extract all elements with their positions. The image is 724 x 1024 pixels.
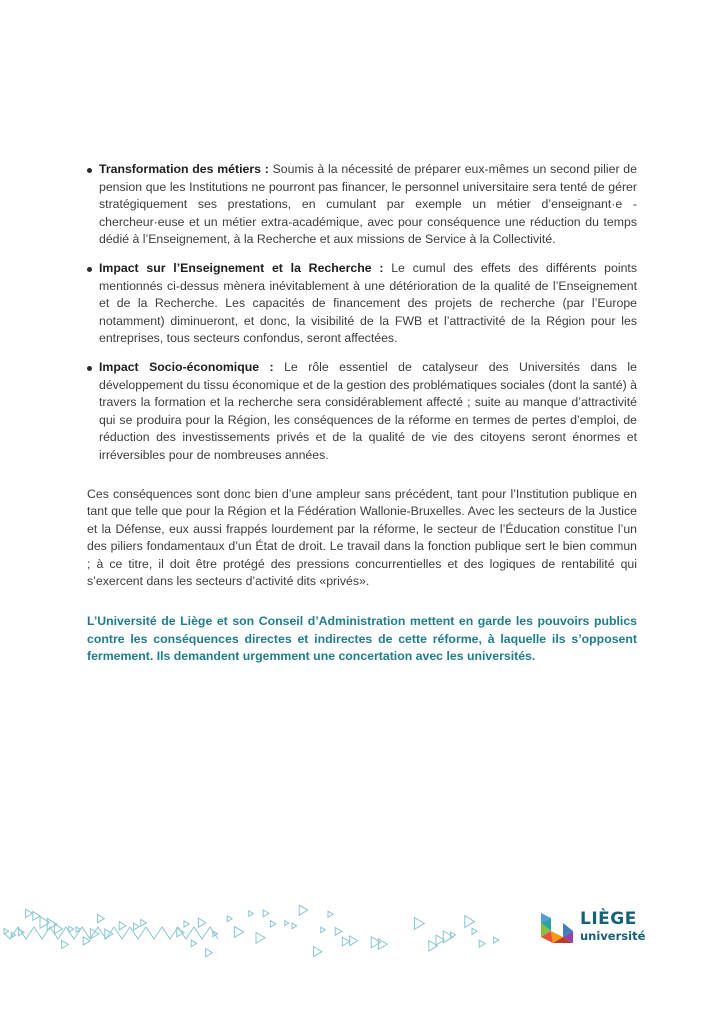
pattern-triangle	[26, 909, 33, 917]
pattern-triangle	[465, 916, 475, 928]
pattern-triangle	[299, 905, 308, 915]
pattern-triangle	[263, 910, 269, 917]
pattern-triangle	[62, 941, 69, 949]
pattern-triangle	[414, 918, 424, 930]
pattern-triangle	[134, 923, 140, 930]
pattern-triangle	[249, 911, 253, 916]
pattern-triangle	[227, 916, 232, 922]
pattern-triangle	[342, 937, 349, 946]
document-body	[87, 161, 637, 666]
pattern-triangle	[321, 927, 325, 932]
pattern-triangle	[371, 937, 380, 948]
consequences-list	[87, 161, 637, 465]
pattern-triangle	[98, 915, 105, 923]
pattern-triangle	[494, 937, 499, 943]
pattern-triangle	[191, 940, 197, 947]
pattern-triangle	[198, 918, 206, 927]
pattern-triangle	[177, 928, 184, 937]
university-logo	[580, 909, 645, 943]
pattern-triangle	[119, 922, 126, 930]
logo-name: LIÈGE	[580, 909, 637, 929]
bullet-title: Impact sur l’Enseignement et la Recherche :	[99, 260, 384, 275]
bullet-icon	[87, 267, 92, 272]
pattern-triangle	[270, 921, 275, 927]
pattern-triangle	[69, 926, 74, 932]
list-item	[87, 260, 637, 348]
list-item	[87, 161, 637, 249]
pattern-triangle	[292, 923, 297, 929]
pattern-triangle	[479, 940, 485, 947]
pattern-triangle	[90, 929, 99, 939]
pattern-triangle	[206, 949, 213, 957]
conclusion-statement: L’Université de Liège et son Conseil d’Administration mettent en garde les pouvoirs publics contre les conséquences directes et indirectes de cette réforme, à laquelle ils s’opposent fermement. Ils demandent urgemment une concertation avec les universités.	[87, 614, 637, 664]
university-logo-mark	[539, 909, 579, 949]
pattern-triangle	[350, 936, 358, 946]
list-item	[87, 359, 637, 465]
pattern-triangle	[314, 947, 322, 957]
pattern-triangle	[184, 921, 189, 927]
summary-paragraph: Ces conséquences sont donc bien d’une ampleur sans précédent, tant pour l’Institution publique en tant que telle que pour la Région et la Fédération Wallonie-Bruxelles. Avec les secteurs de la Justice et la Défense, eux aussi frappés lourdement par la réforme, le secteur de l’Éducation constitue l’un des piliers fondamentaux d’un État de droit. Le travail dans la fonction publique sert le bien commun ; à ce titre, il doit être protégé des pressions concurrentielles et des logiques de rentabilité qui s’exercent dans les secteurs d’activité dits «privés».	[87, 486, 637, 589]
bullet-title: Impact Socio-économique :	[99, 359, 274, 374]
pattern-triangle	[234, 926, 243, 937]
bullet-icon	[87, 366, 92, 371]
bullet-text: Soumis à la nécessité de préparer eux-mêmes un second pilier de pension que les Institutions ne pourront pas financer, le personnel universitaire sera tenté de gérer stratégiquement ses prestations, en cumulant par exemple un métier d’enseignant·e - chercheur·euse et un métier extra-académique, avec pour conséquence une réduction du temps dédié à l’Enseignement, à la Recherche et aux missions de Service à la Collectivité.	[99, 162, 637, 247]
pattern-triangle	[33, 912, 40, 921]
bullet-text: Le rôle essentiel de catalyseur des Universités dans le développement du tissu économique et de la gestion des problématiques sociales (dont la santé) à travers la formation et la recherche sera considérablement affecté ; suite au manque d’attractivité qui se produira pour la Région, les conséquences de la réforme en termes de pertes d’emploi, de réduction des investissements privés et de la qualité de vie des citoyens seront énormes et irréversibles pour de nombreuses années.	[99, 359, 638, 462]
pattern-triangle	[285, 921, 289, 926]
pattern-triangle	[256, 932, 265, 943]
logo-subtitle: université	[580, 929, 646, 943]
bullet-text: Le cumul des effets des différents points mentionnés ci-dessus mènera inévitablement à une détérioration de la qualité de l’Enseignement et de la Recherche. Les capacités de financement des projets de recherche (par l’Europe notamment) diminueront, et donc, la visibilité de la FWB et l’attractivité de la Région pour les entreprises, tous secteurs confondus, seront affectées.	[99, 260, 637, 346]
bullet-icon	[87, 168, 92, 173]
bullet-title: Transformation des métiers :	[99, 162, 269, 176]
pattern-triangle	[335, 927, 342, 935]
pattern-triangle	[328, 911, 333, 917]
pattern-triangle	[378, 939, 387, 949]
pattern-triangle	[472, 928, 477, 934]
pattern-triangle	[141, 919, 147, 926]
